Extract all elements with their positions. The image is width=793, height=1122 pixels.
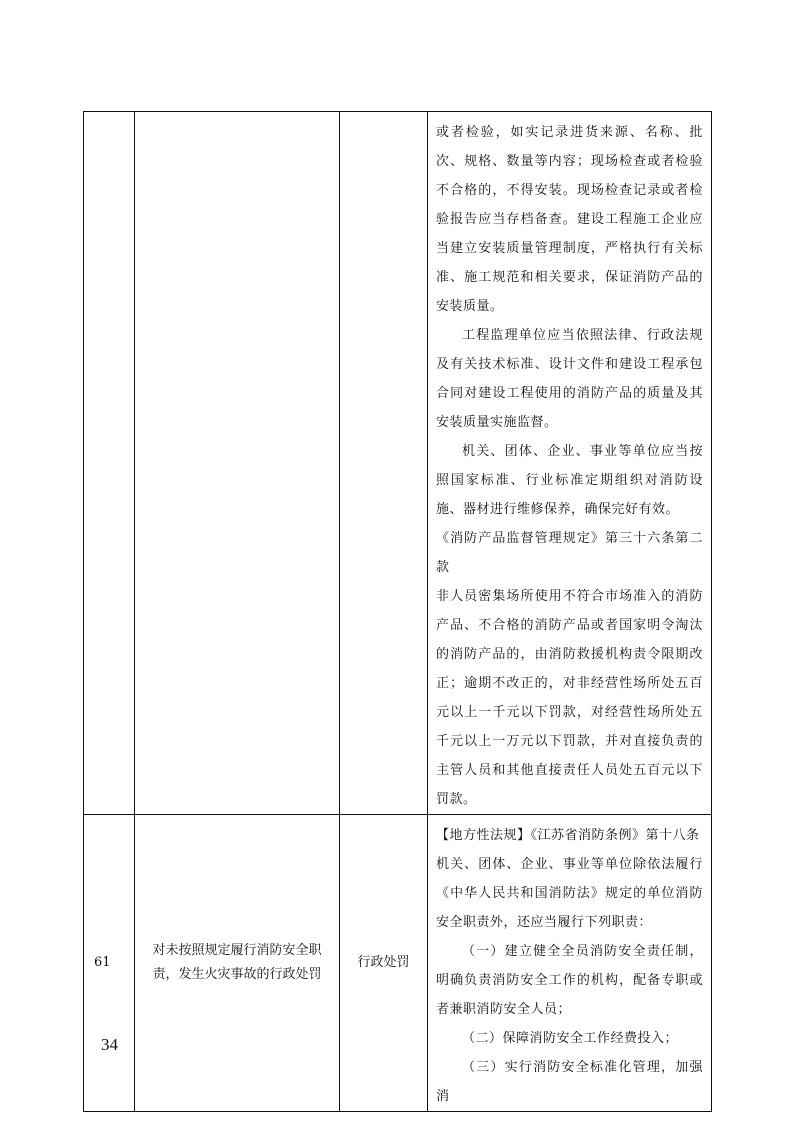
item-name-cell: 对未按照规定履行消防安全职责，发生火灾事故的行政处罚 <box>135 815 340 1112</box>
basis-paragraph: 或者检验，如实记录进货来源、名称、批次、规格、数量等内容；现场检查或者检验不合格的，不得安装。现场检查记录或者检验报告应当存档备查。建设工程施工企业应当建立安装质量管理制度，严格执行有关标准、施工规范和相关要求，保证消防产品的安装质量。 <box>436 125 703 314</box>
regulation-table <box>83 111 712 1112</box>
item-category-cell: 行政处罚 <box>340 815 428 1112</box>
basis-paragraph: 机关、团体、企业、事业等单位应当按照国家标准、行业标准定期组织对消防设施、器材进行维修保养，确保完好有效。 <box>436 444 703 517</box>
item-number-cell: 61 <box>84 815 135 1112</box>
legal-basis-cell <box>428 815 712 1112</box>
table-row-continued <box>84 112 712 815</box>
basis-paragraph: 机关、团体、企业、事业等单位除依法履行《中华人民共和国消防法》规定的单位消防安全职责外，还应当履行下列职责： <box>436 857 703 930</box>
item-name-cell <box>135 112 340 815</box>
basis-list-item: （一）建立健全全员消防安全责任制，明确负责消防安全工作的机构，配备专职或者兼职消防安全人员； <box>436 944 703 1017</box>
basis-list-item: （三）实行消防安全标准化管理，加强消 <box>436 1060 703 1104</box>
basis-source-heading: 【地方性法规】《江苏省消防条例》第十八条 <box>436 828 700 843</box>
basis-source-heading: 《消防产品监督管理规定》第三十六条第二款 <box>436 531 703 575</box>
legal-basis-cell <box>428 112 712 815</box>
item-number-cell <box>84 112 135 815</box>
table-row-61 <box>84 815 712 1112</box>
item-category-cell <box>340 112 428 815</box>
page-number: 34 <box>101 1035 118 1054</box>
basis-paragraph: 非人员密集场所使用不符合市场准入的消防产品、不合格的消防产品或者国家明令淘汰的消防产品的，由消防救援机构责令限期改正；逾期不改正的，对非经营性场所处五百元以上一千元以下罚款，对经营性场所处五千元以上一万元以下罚款，并对直接负责的主管人员和其他直接责任人员处五百元以下罚款。 <box>436 589 703 807</box>
basis-paragraph: 工程监理单位应当依照法律、行政法规及有关技术标准、设计文件和建设工程承包合同对建设工程使用的消防产品的质量及其安装质量实施监督。 <box>436 328 703 430</box>
basis-list-item: （二）保障消防安全工作经费投入； <box>462 1031 679 1046</box>
